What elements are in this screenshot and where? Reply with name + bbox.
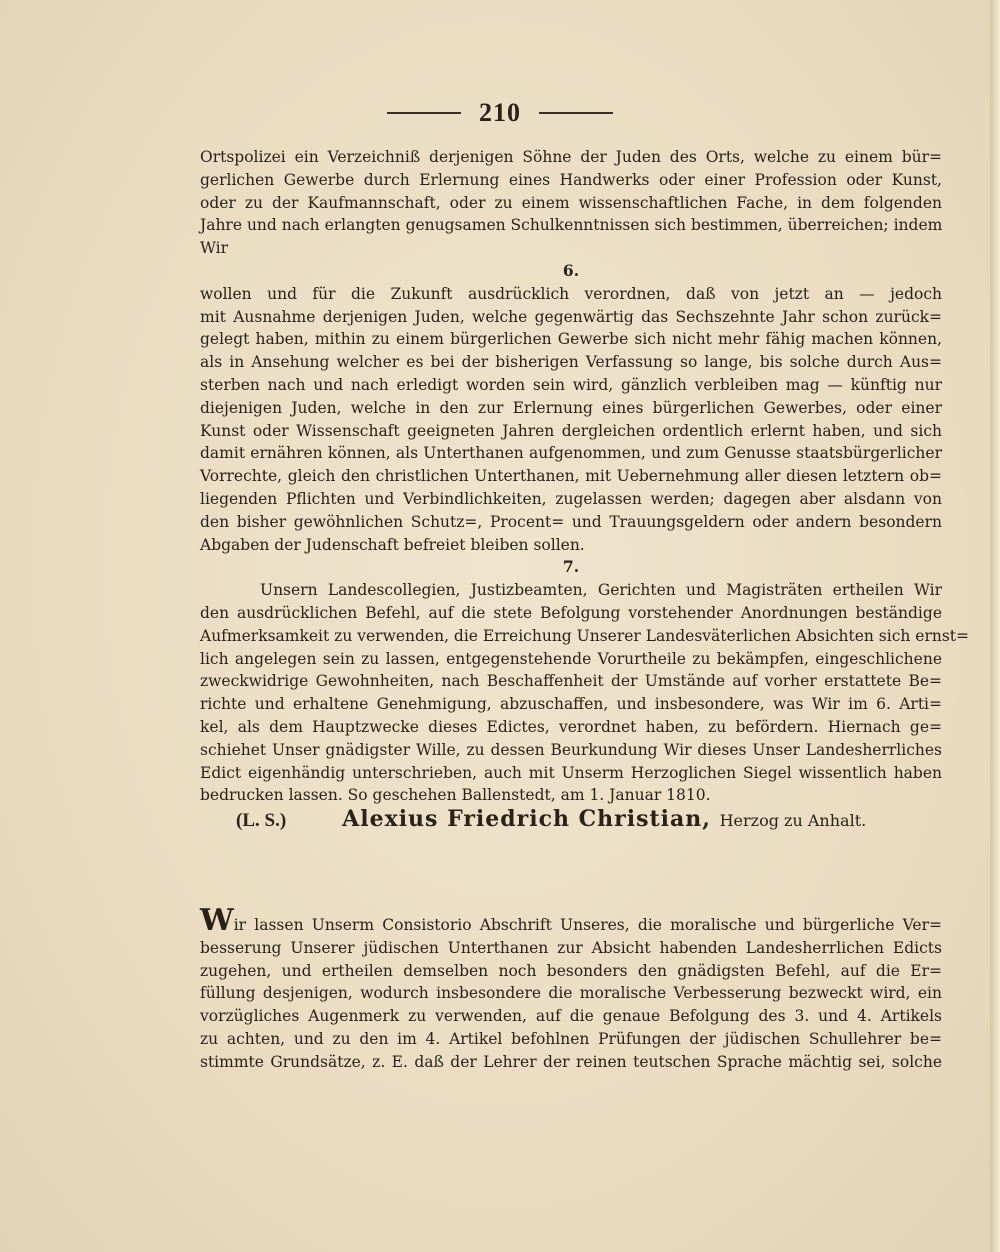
text-line: Wir bbox=[200, 239, 229, 258]
text-line: besserung Unserer jüdischen Unterthanen zur Absicht habenden Landesherrlichen Edicts bbox=[200, 938, 942, 957]
text-line: schiehet Unser gnädigster Wille, zu dessen Beurkundung Wir dieses Unser Landesherrliches bbox=[200, 740, 942, 759]
text-line: bedrucken lassen. So geschehen Ballenstedt, am 1. Januar 1810. bbox=[200, 786, 711, 805]
text-line: richte und erhaltene Genehmigung, abzuschaffen, und insbesondere, was Wir im 6. Arti= bbox=[200, 695, 942, 714]
text-line: zweckwidrige Gewohnheiten, nach Beschaffenheit der Umstände auf vorher erstattete Be= bbox=[200, 672, 942, 691]
text-line: Jahre und nach erlangten genugsamen Schulkenntnissen sich bestimmen, überreichen; indem bbox=[200, 216, 943, 235]
text-line: gerlichen Gewerbe durch Erlernung eines Handwerks oder einer Profession oder Kunst, bbox=[200, 170, 942, 189]
text-line: gelegt haben, mithin zu einem bürgerlichen Gewerbe sich nicht mehr fähig machen können, bbox=[200, 330, 942, 349]
header-rule-left bbox=[387, 112, 461, 114]
text-line bbox=[200, 903, 942, 938]
text-line: den bisher gewöhnlichen Schutz=, Procent= und Trauungsgeldern oder andern besondern bbox=[200, 512, 942, 531]
rescript-text bbox=[200, 903, 942, 1074]
text-line: oder zu der Kaufmannschaft, oder zu einem wissenschaftlichen Fache, in dem folgenden bbox=[200, 193, 942, 212]
text-line: Unsern Landescollegien, Justizbeamten, Gerichten und Magisträten ertheilen Wir bbox=[260, 581, 942, 600]
text-line: damit ernähren können, als Unterthanen aufgenommen, und zum Genusse staatsbürgerlicher bbox=[200, 444, 942, 463]
page-number: 210 bbox=[479, 98, 521, 127]
rescript-paragraph bbox=[200, 903, 942, 1074]
text-line: Kunst oder Wissenschaft geeigneten Jahren dergleichen ordentlich erlernt haben, und sich bbox=[200, 421, 942, 440]
signature-line bbox=[236, 806, 936, 832]
edict-text bbox=[200, 146, 970, 807]
section-number-7: 7. bbox=[562, 557, 580, 577]
header-rule-right bbox=[539, 112, 613, 114]
text-line: Ortspolizei ein Verzeichniß derjenigen Söhne der Juden des Orts, welche zu einem bür= bbox=[200, 148, 942, 166]
text-line: lich angelegen sein zu lassen, entgegenstehende Vorurtheile zu bekämpfen, eingeschlichene bbox=[200, 649, 942, 668]
section-number-6: 6. bbox=[562, 260, 580, 280]
page-header bbox=[0, 98, 1000, 128]
initial-letter: W bbox=[200, 903, 234, 938]
text-line: als in Ansehung welcher es bei der bisherigen Verfassung so lange, bis solche durch Aus= bbox=[200, 353, 942, 372]
signature-name: Alexius Friedrich Christian, bbox=[342, 806, 711, 832]
page-edge bbox=[990, 0, 1000, 1252]
text-line: kel, als dem Hauptzwecke dieses Edictes, verordnet haben, zu befördern. Hiernach ge= bbox=[200, 717, 942, 736]
text-line: füllung desjenigen, wodurch insbesondere die moralische Verbesserung bezweckt wird, ein bbox=[200, 984, 942, 1003]
text-line: mit Ausnahme derjenigen Juden, welche gegenwärtig das Sechszehnte Jahr schon zurück= bbox=[200, 307, 942, 326]
text-line-rest: ir lassen Unserm Consistorio Abschrift Unseres, die moralische und bürgerliche Ver= bbox=[233, 916, 942, 934]
section-6-paragraph bbox=[200, 283, 942, 557]
signature bbox=[342, 806, 866, 832]
text-line: Edict eigenhändig unterschrieben, auch mit Unserm Herzoglichen Siegel wissentlich haben bbox=[200, 763, 942, 782]
intro-paragraph bbox=[200, 146, 942, 260]
text-line: liegenden Pflichten und Verbindlichkeiten, zugelassen werden; dagegen aber alsdann von bbox=[200, 489, 942, 508]
text-line: wollen und für die Zukunft ausdrücklich verordnen, daß von jetzt an — jedoch bbox=[200, 284, 942, 303]
text-line: den ausdrücklichen Befehl, auf die stete Befolgung vorstehender Anordnungen beständige bbox=[200, 603, 942, 622]
text-line: zu achten, und zu den im 4. Artikel befohlnen Prüfungen der jüdischen Schullehrer be= bbox=[200, 1029, 942, 1048]
signature-title: Herzog zu Anhalt. bbox=[719, 811, 867, 830]
text-line: Aufmerksamkeit zu verwenden, die Erreichung Unserer Landesväterlichen Absichten sich ernst= bbox=[200, 626, 970, 645]
text-line: zugehen, und ertheilen demselben noch besonders den gnädigsten Befehl, auf die Er= bbox=[200, 961, 942, 980]
text-line: vorzügliches Augenmerk zu verwenden, auf die genaue Befolgung des 3. und 4. Artikels bbox=[200, 1007, 942, 1026]
text-line: Abgaben der Judenschaft befreiet bleiben sollen. bbox=[200, 535, 585, 554]
text-line: diejenigen Juden, welche in den zur Erlernung eines bürgerlichen Gewerbes, oder einer bbox=[200, 398, 942, 417]
section-7-paragraph bbox=[200, 579, 970, 807]
seal-mark: (L. S.) bbox=[236, 810, 287, 831]
text-line: sterben nach und nach erledigt worden sein wird, gänzlich verbleiben mag — künftig nur bbox=[200, 375, 942, 394]
text-line: Vorrechte, gleich den christlichen Unterthanen, mit Uebernehmung aller diesen letztern ob= bbox=[200, 467, 942, 486]
text-line: stimmte Grundsätze, z. E. daß der Lehrer der reinen teutschen Sprache mächtig sei, solche bbox=[200, 1052, 942, 1071]
